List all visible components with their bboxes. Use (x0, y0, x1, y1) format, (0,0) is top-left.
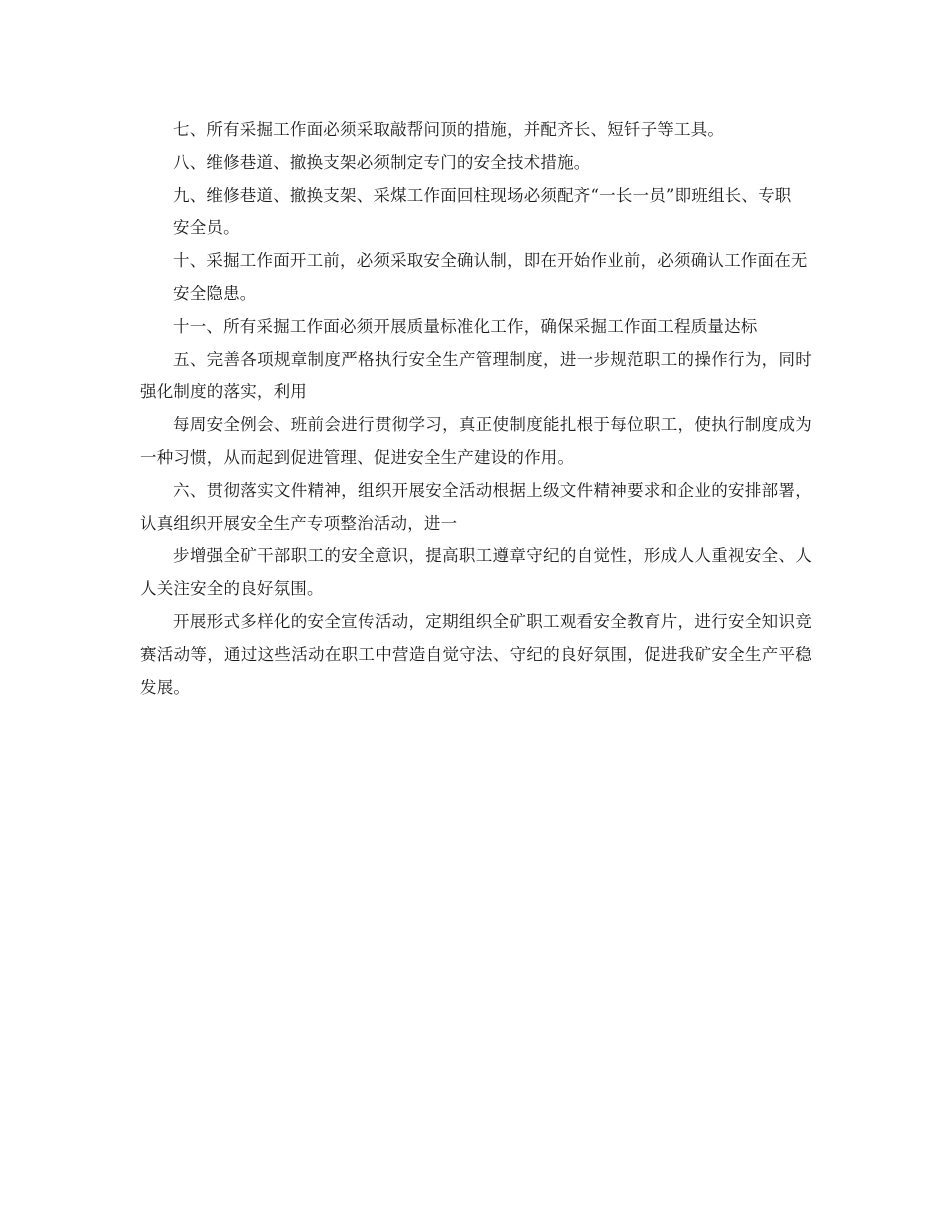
paragraph-9-continuation: 安全员。 (173, 218, 240, 238)
paragraph-8: 八、维修巷道、撤换支架必须制定专门的安全技术措施。 (173, 152, 591, 172)
paragraph-10: 十、采掘工作面开工前，必须采取安全确认制，即在开始作业前，必须确认工作面在无 (173, 251, 808, 271)
paragraph-10-continuation: 安全隐患。 (173, 283, 257, 303)
paragraph-section-6-continuation: 步增强全矿干部职工的安全意识，提高职工遵章守纪的自觉性，形成人人重视安全、人人关注安全的良好氛围。 (140, 546, 812, 599)
paragraph-7: 七、所有采掘工作面必须采取敲帮问顶的措施，并配齐长、短钎子等工具。 (173, 120, 725, 139)
paragraph-9: 九、维修巷道、撤换支架、采煤工作面回柱现场必须配齐“一长一员”即班组长、专职 (173, 185, 792, 205)
paragraph-section-5-continuation: 每周安全例会、班前会进行贯彻学习，真正使制度能扎根于每位职工，使执行制度成为一种习惯，从而起到促进管理、促进安全生产建设的作用。 (140, 415, 812, 467)
paragraph-section-5: 五、完善各项规章制度严格执行安全生产管理制度，进一步规范职工的操作行为，同时强化制度的落实，利用 (140, 349, 812, 402)
paragraph-section-6: 六、贯彻落实文件精神，组织开展安全活动根据上级文件精神要求和企业的安排部署，认真组织开展安全生产专项整治活动，进一 (140, 480, 812, 533)
paragraph-11: 十一、所有采掘工作面必须开展质量标准化工作，确保采掘工作面工程质量达标 (173, 316, 758, 336)
document-body (140, 114, 812, 704)
paragraph-safety-publicity: 开展形式多样化的安全宣传活动，定期组织全矿职工观看安全教育片，进行安全知识竞赛活动等，通过这些活动在职工中营造自觉守法、守纪的良好氛围，促进我矿安全生产平稳发展。 (140, 611, 812, 697)
